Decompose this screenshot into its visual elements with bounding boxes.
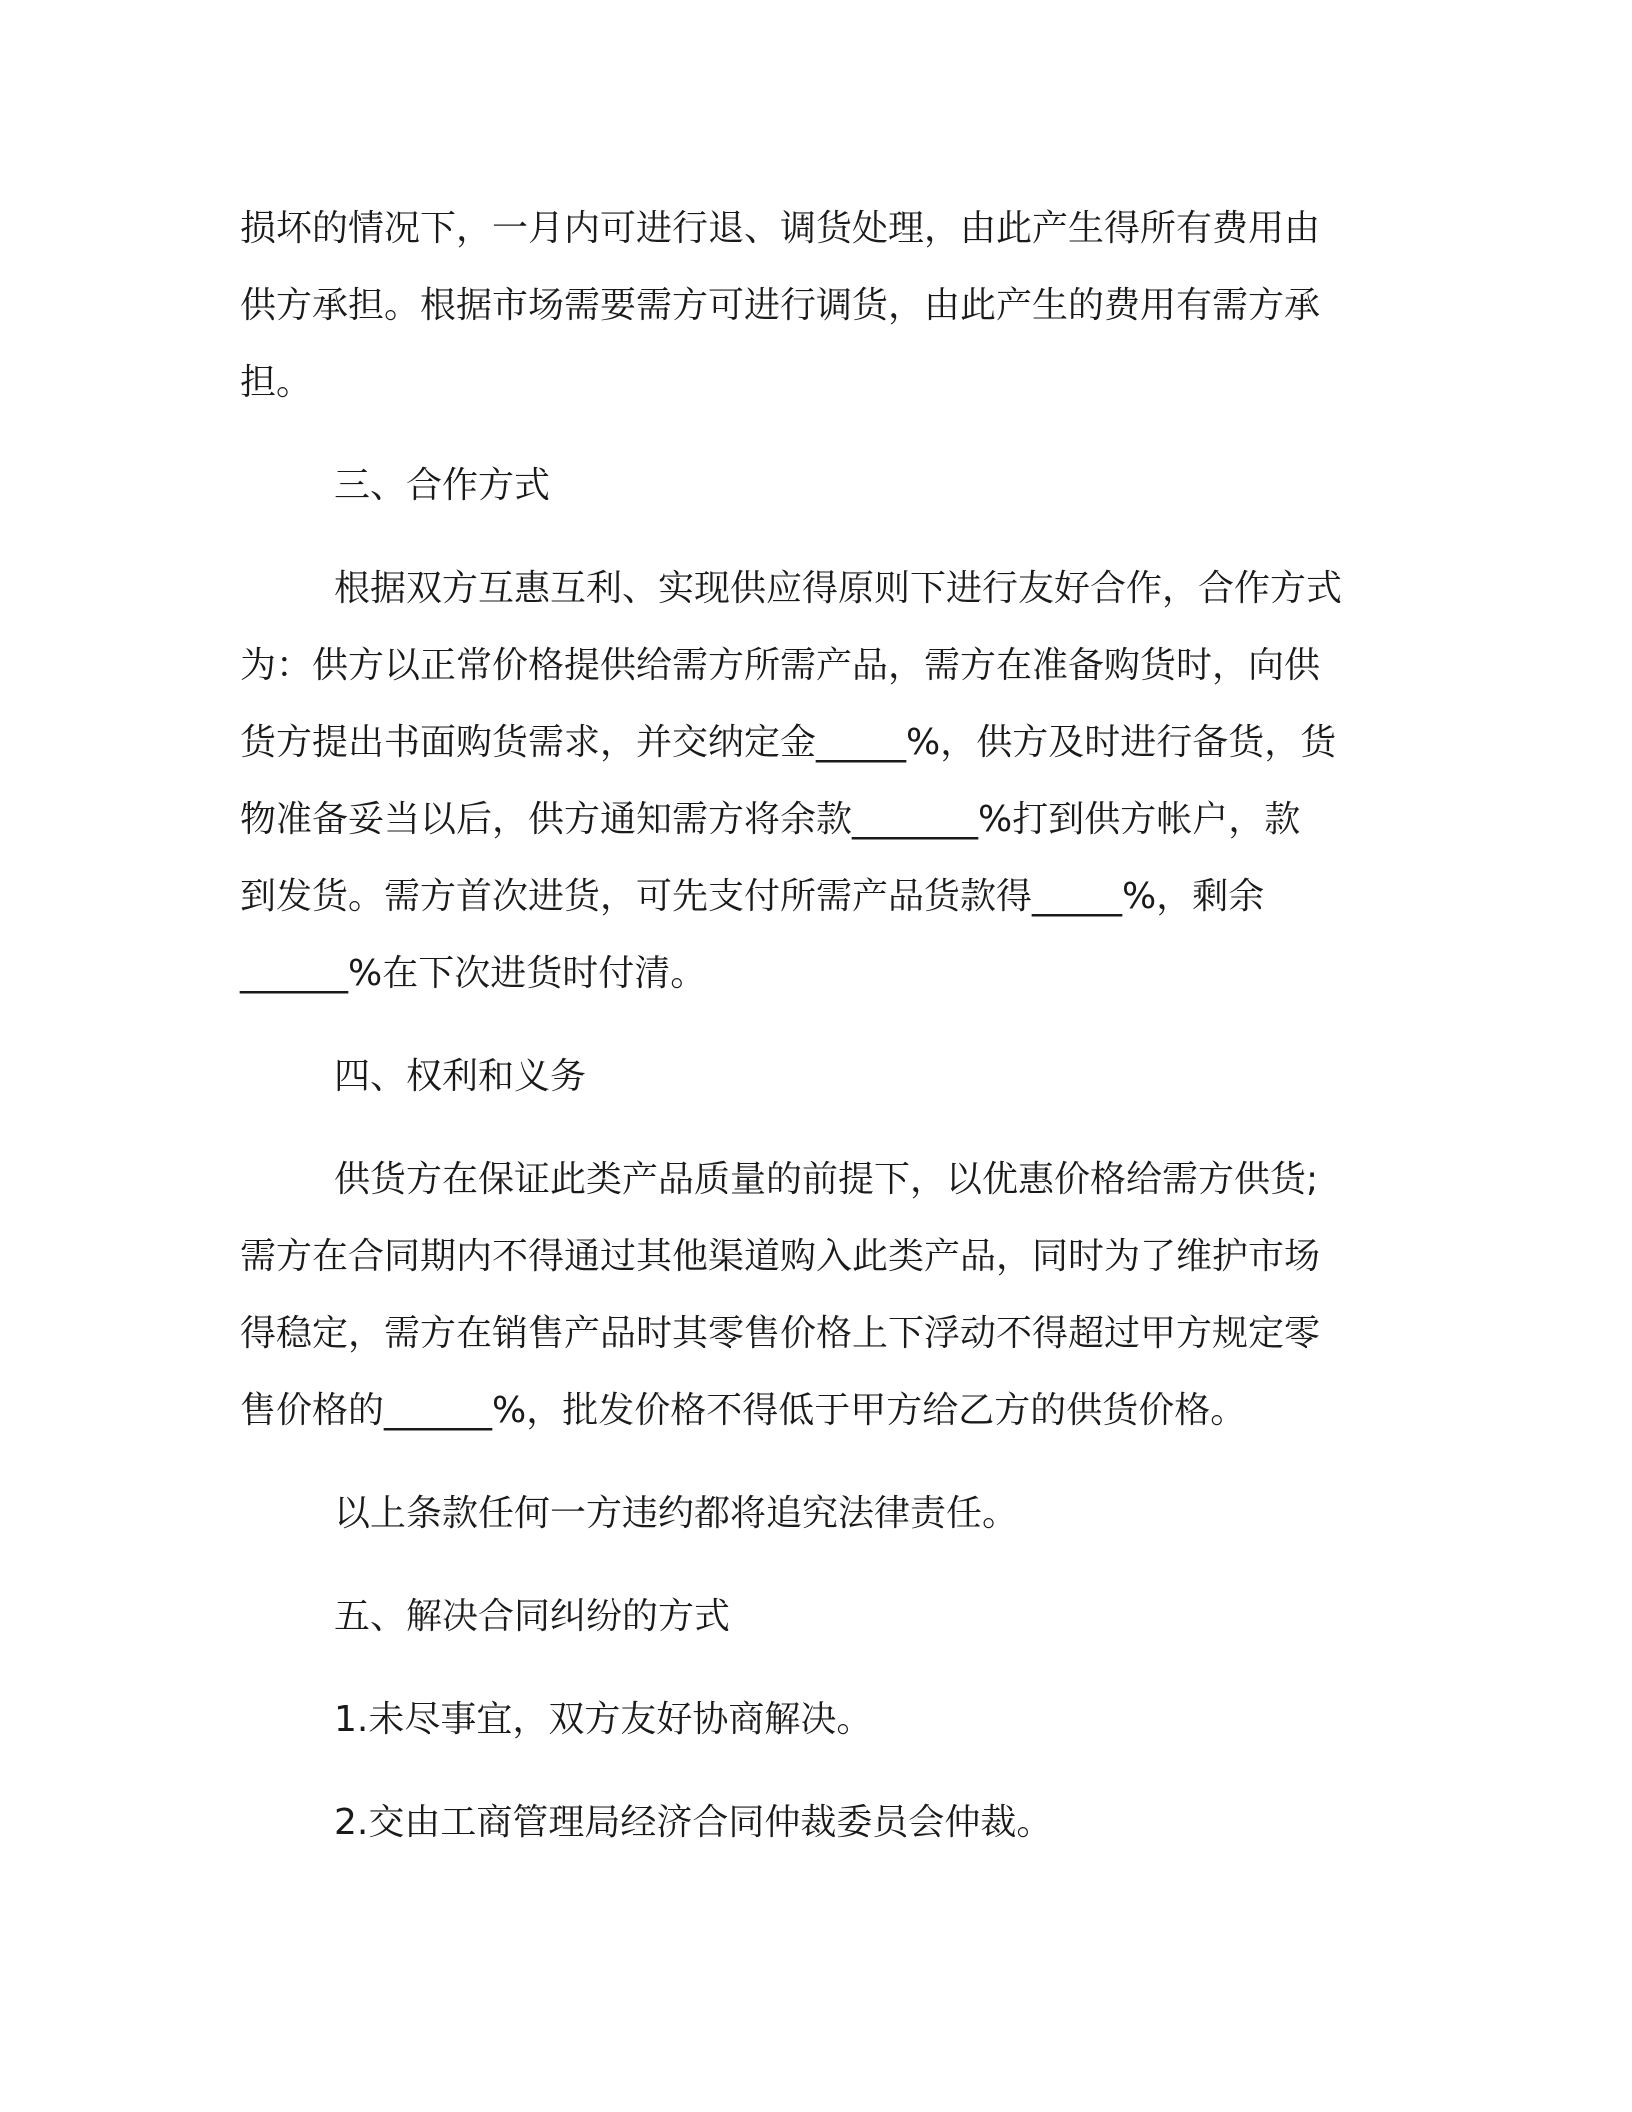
paragraph-continuation [240,190,1400,421]
text-line: 得稳定，需方在销售产品时其零售价格上下浮动不得超过甲方规定零 [240,1313,1321,1354]
text-line: 为：供方以正常价格提供给需方所需产品，需方在准备购货时，向供 [240,645,1321,686]
text-line: ______%在下次进货时付清。 [240,953,707,994]
text-line: 货方提出书面购货需求，并交纳定金_____%，供方及时进行备货，货 [240,722,1337,763]
text-line: 供方承担。根据市场需要需方可进行调货，由此产生的费用有需方承 [240,285,1321,326]
text-line: 到发货。需方首次进货，可先支付所需产品货款得_____%，剩余 [240,876,1265,917]
document-page [240,190,1400,1861]
section-heading-cooperation: 三、合作方式 [334,465,551,506]
section-heading-rights: 四、权利和义务 [334,1056,587,1097]
text-line: 售价格的______%，批发价格不得低于甲方给乙方的供货价格。 [240,1390,1247,1431]
text-line: 供货方在保证此类产品质量的前提下，以优惠价格给需方供货; [334,1159,1319,1200]
text-line: 物准备妥当以后，供方通知需方将余款_______%打到供方帐户，款 [240,799,1301,840]
paragraph-liability: 以上条款任何一方违约都将追究法律责任。 [334,1493,1019,1534]
text-line: 损坏的情况下，一月内可进行退、调货处理，由此产生得所有费用由 [240,208,1321,249]
paragraph-cooperation [240,550,1400,1012]
text-line: 担。 [240,362,313,403]
section-heading-disputes: 五、解决合同纠纷的方式 [334,1596,731,1637]
text-line: 根据双方互惠互利、实现供应得原则下进行友好合作，合作方式 [334,568,1343,609]
text-line: 需方在合同期内不得通过其他渠道购入此类产品，同时为了维护市场 [240,1236,1321,1277]
paragraph-rights [240,1141,1400,1449]
list-item: 2.交由工商管理局经济合同仲裁委员会仲裁。 [334,1802,1053,1843]
list-item: 1.未尽事宜，双方友好协商解决。 [334,1699,873,1740]
